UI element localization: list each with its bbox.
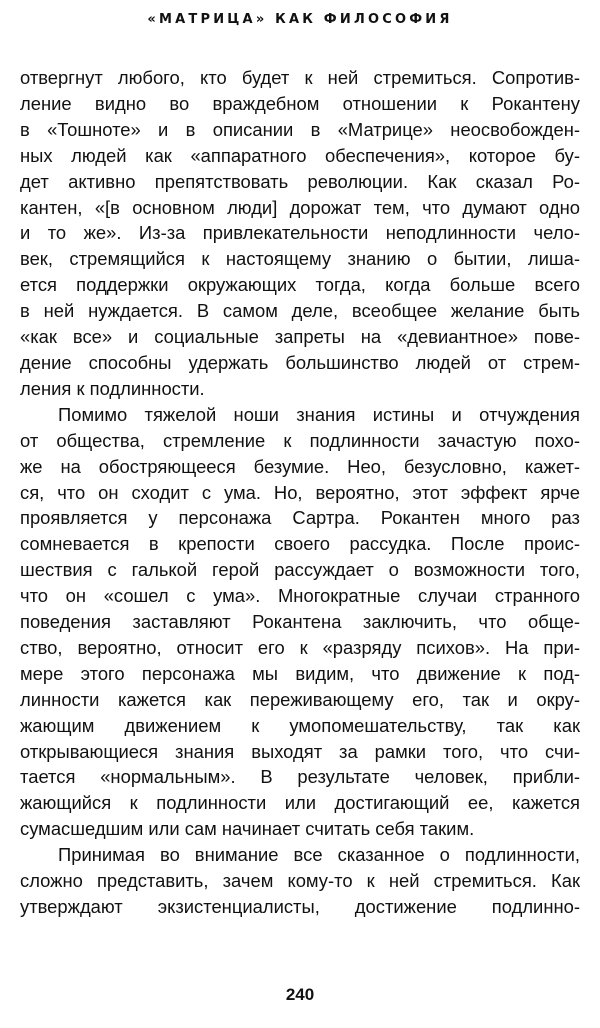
text-line: жающим движением к умопомешательству, так как — [20, 714, 580, 736]
text-line: «как все» и социальные запреты на «девиантное» пове- — [20, 326, 580, 348]
text-line: в ней нуждается. В самом деле, всеобщее желание быть — [20, 300, 580, 322]
text-line: Принимая во внимание все сказанное о подлинности, — [58, 844, 580, 866]
text-line: и то же». Из-за привлекательности неподлинности чело- — [20, 222, 580, 244]
page-body-text — [20, 65, 580, 920]
text-line: ных людей как «аппаратного обеспечения», которое бу- — [20, 144, 580, 166]
text-line: Помимо тяжелой ноши знания истины и отчуждения — [58, 403, 580, 425]
text-line: поведения заставляют Рокантена заключить, что обще- — [20, 611, 580, 633]
page-number: 240 — [285, 985, 315, 1004]
text-line: ется поддержки окружающих тогда, когда больше всего — [20, 274, 580, 296]
text-line: сомневается в крепости своего рассудка. После проис- — [20, 533, 580, 555]
text-line: тается «нормальным». В результате человек, прибли- — [20, 766, 580, 788]
text-line: ления к подлинности. — [20, 377, 205, 399]
text-line: что он «сошел с ума». Многократные случаи странного — [20, 585, 580, 607]
text-line: же на обостряющееся безумие. Нео, безусловно, кажет- — [20, 455, 580, 477]
text-line: проявляется у персонажа Сартра. Рокантен много раз — [20, 507, 580, 529]
text-line: дение способны удержать большинство людей от стрем- — [20, 351, 580, 373]
paragraph-3 — [20, 842, 580, 920]
text-line: сумасшедшим или сам начинает считать себя таким. — [20, 818, 475, 840]
paragraph-2 — [20, 402, 580, 842]
text-line: шествия с галькой герой рассуждает о возможности того, — [20, 559, 580, 581]
running-head-title: «МАТРИЦА» КАК ФИЛОСОФИЯ — [147, 12, 453, 27]
text-line: открывающиеся знания выходят за рамки того, что счи- — [20, 740, 580, 762]
text-line: мере этого персонажа мы видим, что движение к под- — [20, 662, 580, 684]
paragraph-1 — [20, 65, 580, 402]
text-line: жающийся к подлинности или достигающий ее, кажется — [20, 792, 580, 814]
text-line: ление видно во враждебном отношении к Рокантену — [20, 92, 580, 114]
text-line: утверждают экзистенциалисты, достижение подлинно- — [20, 896, 580, 917]
text-line: кантен, «[в основном люди] дорожат тем, что думают одно — [20, 196, 580, 218]
text-line: сложно представить, зачем кому-то к ней стремиться. Как — [20, 870, 580, 892]
text-line: ство, вероятно, относит его к «разряду психов». На при- — [20, 636, 580, 658]
text-line: от общества, стремление к подлинности зачастую похо- — [20, 429, 580, 451]
text-line: в «Тошноте» и в описании в «Матрице» неосвобожден- — [20, 118, 580, 140]
text-line: линности кажется как переживающему его, так и окру- — [20, 688, 580, 710]
text-line: ся, что он сходит с ума. Но, вероятно, этот эффект ярче — [20, 481, 580, 503]
text-line: отвергнут любого, кто будет к ней стремиться. Сопротив- — [20, 67, 580, 88]
text-line: дет активно препятствовать революции. Как сказал Ро- — [20, 170, 580, 192]
text-line: век, стремящийся к настоящему знанию о бытии, лиша- — [20, 248, 580, 270]
